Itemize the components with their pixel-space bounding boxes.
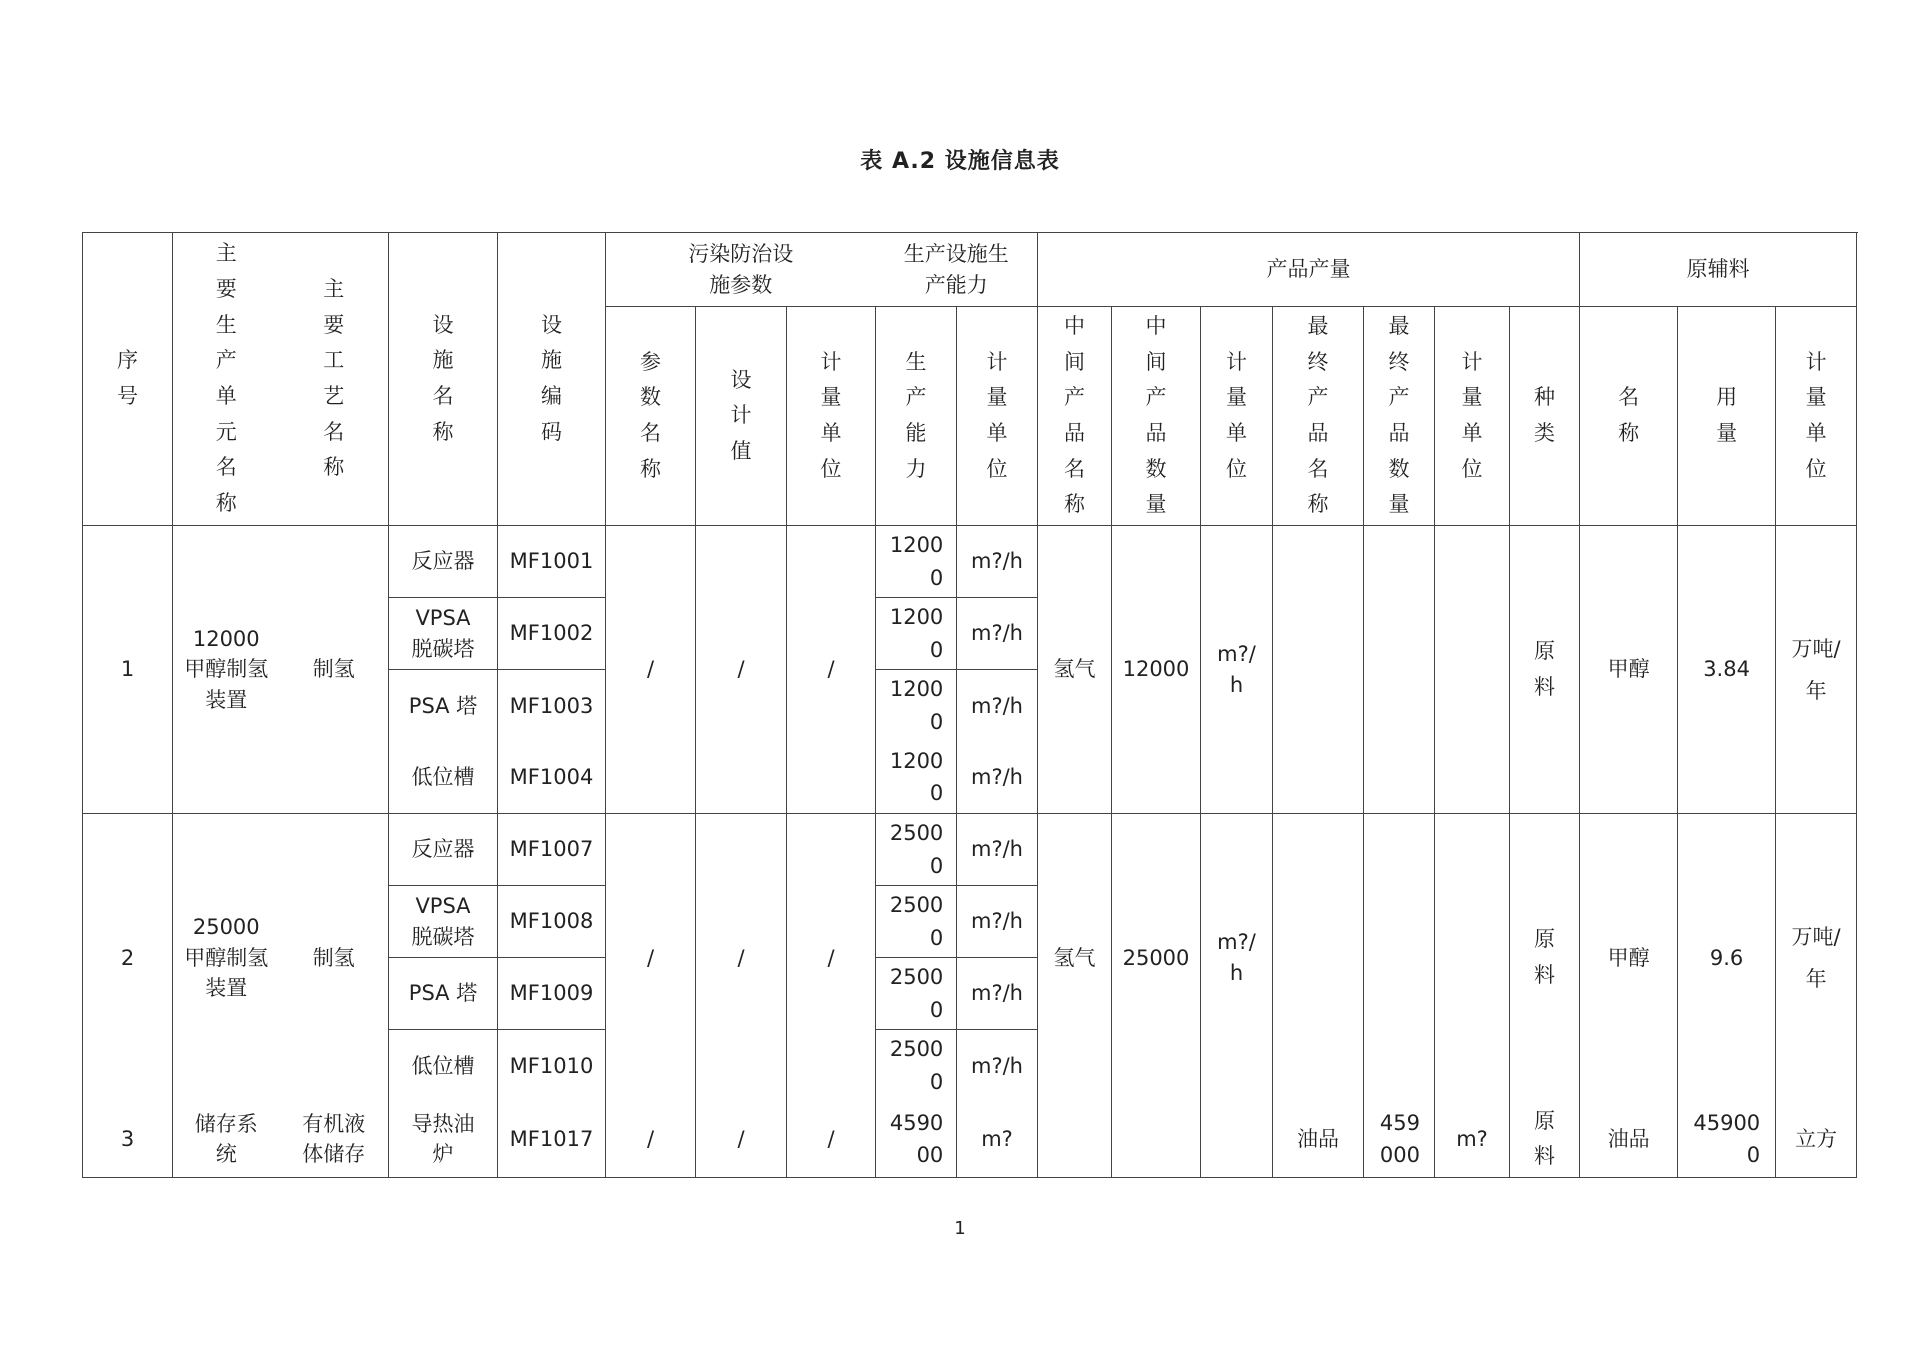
- capacity-unit-cell: m?/h: [957, 1030, 1038, 1102]
- capacity-cell: 25000: [876, 814, 957, 886]
- unit1-cell: /: [787, 526, 876, 814]
- usage-cell: 459000: [1678, 1102, 1776, 1178]
- header-final-name: 最终产品名称: [1273, 307, 1364, 526]
- header-unit-1: 计量单位: [787, 307, 876, 526]
- page-number: 1: [954, 1218, 966, 1239]
- table-row: [83, 526, 1857, 598]
- mid-qty-cell: 25000: [1112, 814, 1201, 1102]
- mat-unit-cell: 万吨/年: [1776, 526, 1857, 814]
- facility-code-cell: MF1001: [498, 526, 606, 598]
- facility-code-cell: MF1017: [498, 1102, 606, 1178]
- final-qty-cell: [1364, 526, 1435, 814]
- header-pollution-group: 污染防治设施参数: [606, 233, 876, 307]
- capacity-cell: 12000: [876, 598, 957, 670]
- facility-code-cell: MF1003: [498, 670, 606, 742]
- final-name-cell: 油品: [1273, 1102, 1364, 1178]
- header-unit-5: 计量单位: [1776, 307, 1857, 526]
- param-cell: /: [606, 814, 696, 1102]
- seq-cell: 3: [83, 1102, 173, 1178]
- table-row: [83, 814, 1857, 886]
- final-name-cell: [1273, 814, 1364, 1102]
- unit-name-cell: 12000甲醇制氢装置: [173, 526, 280, 814]
- facility-code-cell: MF1002: [498, 598, 606, 670]
- design-cell: /: [696, 526, 787, 814]
- header-capacity: 生产能力: [876, 307, 957, 526]
- final-qty-cell: [1364, 814, 1435, 1102]
- param-cell: /: [606, 526, 696, 814]
- facility-name-cell: 低位槽: [389, 742, 498, 814]
- header-final-qty: 最终产品数量: [1364, 307, 1435, 526]
- mat-unit-cell: 立方: [1776, 1102, 1857, 1178]
- header-process-name: 主要工艺名称: [280, 233, 389, 526]
- kind-cell: 原料: [1510, 526, 1580, 814]
- mid-qty-cell: 12000: [1112, 526, 1201, 814]
- facility-info-table: [82, 232, 1857, 1178]
- mat-name-cell: 甲醇: [1580, 526, 1678, 814]
- header-unit-4: 计量单位: [1435, 307, 1510, 526]
- capacity-unit-cell: m?/h: [957, 814, 1038, 886]
- process-cell: 制氢: [280, 526, 389, 814]
- capacity-cell: 25000: [876, 958, 957, 1030]
- capacity-unit-cell: m?/h: [957, 958, 1038, 1030]
- mat-name-cell: 油品: [1580, 1102, 1678, 1178]
- facility-name-cell: 反应器: [389, 814, 498, 886]
- capacity-cell: 12000: [876, 526, 957, 598]
- design-cell: /: [696, 1102, 787, 1178]
- facility-name-cell: 导热油炉: [389, 1102, 498, 1178]
- header-param-name: 参数名称: [606, 307, 696, 526]
- mid-unit-cell: m?/h: [1201, 814, 1273, 1102]
- final-unit-cell: [1435, 526, 1510, 814]
- header-kind: 种类: [1510, 307, 1580, 526]
- capacity-unit-cell: m?: [957, 1102, 1038, 1178]
- facility-code-cell: MF1009: [498, 958, 606, 1030]
- header-unit-name: 主要生产单元名称: [173, 233, 280, 526]
- kind-cell: 原料: [1510, 814, 1580, 1102]
- mat-unit-cell: 万吨/年: [1776, 814, 1857, 1102]
- facility-name-cell: PSA 塔: [389, 670, 498, 742]
- facility-code-cell: MF1008: [498, 886, 606, 958]
- facility-code-cell: MF1010: [498, 1030, 606, 1102]
- unit1-cell: /: [787, 814, 876, 1102]
- seq-cell: 2: [83, 814, 173, 1102]
- usage-cell: 9.6: [1678, 814, 1776, 1102]
- capacity-cell: 12000: [876, 742, 957, 814]
- usage-cell: 3.84: [1678, 526, 1776, 814]
- header-material-group: 原辅料: [1580, 233, 1857, 307]
- kind-cell: 原料: [1510, 1102, 1580, 1178]
- mid-name-cell: [1038, 1102, 1112, 1178]
- capacity-cell: 25000: [876, 886, 957, 958]
- header-capacity-group: 生产设施生产能力: [876, 233, 1038, 307]
- facility-name-cell: 反应器: [389, 526, 498, 598]
- param-cell: /: [606, 1102, 696, 1178]
- header-usage: 用量: [1678, 307, 1776, 526]
- facility-name-cell: PSA 塔: [389, 958, 498, 1030]
- capacity-cell: 25000: [876, 1030, 957, 1102]
- header-design-value: 设计值: [696, 307, 787, 526]
- page-title: 表 A.2 设施信息表: [860, 149, 1060, 174]
- process-cell: 制氢: [280, 814, 389, 1102]
- table-row: [83, 1102, 1857, 1178]
- header-facility-code: 设施编码: [498, 233, 606, 526]
- process-cell: 有机液体储存: [280, 1102, 389, 1178]
- facility-name-cell: 低位槽: [389, 1030, 498, 1102]
- capacity-unit-cell: m?/h: [957, 886, 1038, 958]
- facility-name-cell: VPSA脱碳塔: [389, 598, 498, 670]
- facility-name-cell: VPSA脱碳塔: [389, 886, 498, 958]
- capacity-unit-cell: m?/h: [957, 598, 1038, 670]
- design-cell: /: [696, 814, 787, 1102]
- header-mid-name: 中间产品名称: [1038, 307, 1112, 526]
- mid-qty-cell: [1112, 1102, 1201, 1178]
- capacity-cell: 459000: [876, 1102, 957, 1178]
- mid-name-cell: 氢气: [1038, 814, 1112, 1102]
- unit1-cell: /: [787, 1102, 876, 1178]
- final-unit-cell: [1435, 814, 1510, 1102]
- unit-name-cell: 25000甲醇制氢装置: [173, 814, 280, 1102]
- final-unit-cell: m?: [1435, 1102, 1510, 1178]
- final-qty-cell: 459000: [1364, 1102, 1435, 1178]
- header-facility-name: 设施名称: [389, 233, 498, 526]
- header-unit-3: 计量单位: [1201, 307, 1273, 526]
- header-unit-2: 计量单位: [957, 307, 1038, 526]
- mid-unit-cell: [1201, 1102, 1273, 1178]
- capacity-unit-cell: m?/h: [957, 742, 1038, 814]
- capacity-unit-cell: m?/h: [957, 670, 1038, 742]
- header-product-group: 产品产量: [1038, 233, 1580, 307]
- unit-name-cell: 储存系统: [173, 1102, 280, 1178]
- mid-name-cell: 氢气: [1038, 526, 1112, 814]
- facility-code-cell: MF1007: [498, 814, 606, 886]
- capacity-cell: 12000: [876, 670, 957, 742]
- header-mid-qty: 中间产品数量: [1112, 307, 1201, 526]
- final-name-cell: [1273, 526, 1364, 814]
- seq-cell: 1: [83, 526, 173, 814]
- mid-unit-cell: m?/h: [1201, 526, 1273, 814]
- facility-code-cell: MF1004: [498, 742, 606, 814]
- mat-name-cell: 甲醇: [1580, 814, 1678, 1102]
- capacity-unit-cell: m?/h: [957, 526, 1038, 598]
- header-seq: 序号: [83, 233, 173, 526]
- header-mat-name: 名称: [1580, 307, 1678, 526]
